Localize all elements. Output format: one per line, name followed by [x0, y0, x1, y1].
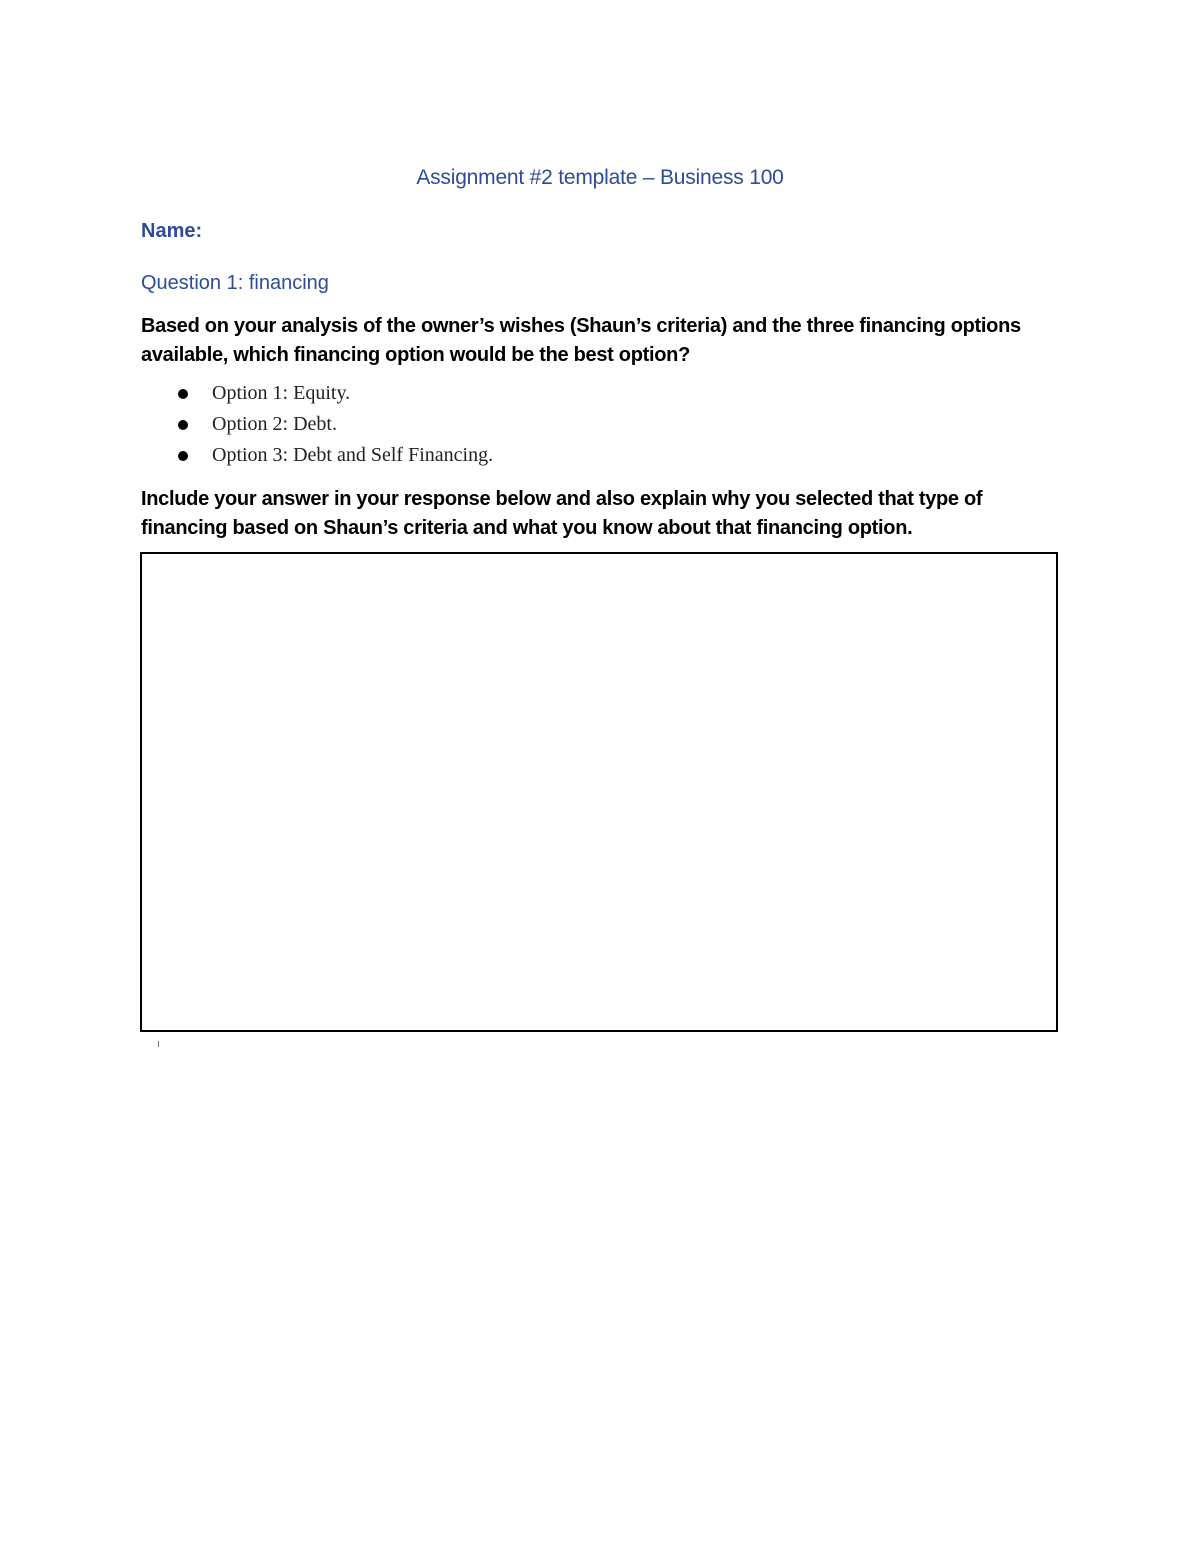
- name-label: Name:: [141, 220, 203, 242]
- option-label: Option 1: Equity.: [212, 382, 351, 404]
- option-label: Option 2: Debt.: [212, 413, 337, 435]
- answer-box[interactable]: [140, 552, 1058, 1032]
- document-title: Assignment #2 template – Business 100: [416, 166, 784, 189]
- bullet-icon: [178, 451, 188, 461]
- question-prompt: Based on your analysis of the owner’s wishes (Shaun’s criteria) and the three financing options available, which financing option would be the best option?: [141, 315, 1021, 366]
- bullet-icon: [178, 389, 188, 399]
- question-heading: Question 1: financing: [141, 272, 329, 294]
- option-label: Option 3: Debt and Self Financing.: [212, 444, 494, 466]
- text-cursor-mark: [158, 1041, 159, 1047]
- answer-instruction: Include your answer in your response below and also explain why you selected that type of financing based on Shaun’s criteria and what you know about that financing option.: [141, 488, 983, 539]
- bullet-icon: [178, 420, 188, 430]
